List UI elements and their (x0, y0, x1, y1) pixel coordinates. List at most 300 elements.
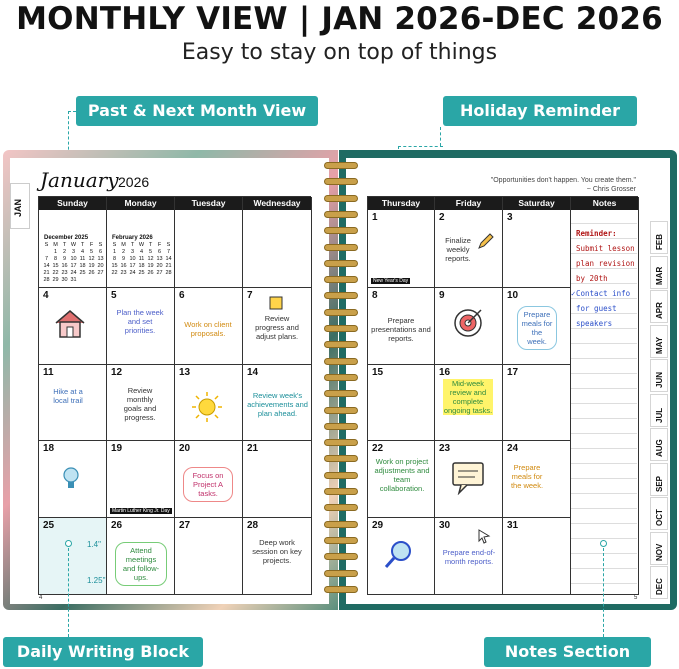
mini-calendar-week (110, 270, 173, 277)
day-cell-27[interactable] (175, 518, 243, 595)
spiral-coil-ring (324, 227, 358, 234)
notes-ruled-line (571, 508, 637, 509)
day-cell-3[interactable] (503, 210, 571, 288)
day-cell-25[interactable] (39, 518, 107, 595)
day-note: Finalize weekly reports. (445, 236, 471, 263)
reminder-line: Reminder: (576, 229, 617, 238)
mini-calendar-day: 14 (43, 263, 50, 269)
cursor-icon (477, 528, 491, 544)
mini-calendar-day (78, 277, 87, 284)
mini-calendar-day: 20 (97, 263, 104, 269)
day-cell-20[interactable] (175, 441, 243, 518)
day-note: Prepare end-of-month reports. (442, 548, 496, 566)
day-note: Attend meetings and follow-ups. (115, 542, 167, 586)
callout-past-next-month: Past & Next Month View (76, 96, 318, 126)
spiral-coil-ring (324, 521, 358, 528)
mini-calendar-day (87, 277, 96, 284)
spiral-coil-ring (324, 586, 358, 593)
spiral-coil-ring (324, 309, 358, 316)
day-number: 27 (179, 520, 191, 531)
mini-calendar-day: 8 (53, 256, 58, 262)
notes-ruled-line (571, 388, 637, 389)
spiral-coil-ring (324, 325, 358, 332)
notes-ruled-line (571, 433, 637, 434)
mini-calendar-day: 11 (138, 256, 145, 262)
mini-calendar-day: 18 (138, 263, 145, 269)
empty-cell (175, 210, 243, 288)
spiral-coil-ring (324, 292, 358, 299)
day-cell-24[interactable] (503, 441, 571, 518)
day-cell-17[interactable] (503, 365, 571, 441)
month-tab-label: JAN (13, 198, 23, 217)
mini-calendar-week (110, 249, 173, 256)
month-tab-label: DEC (655, 578, 664, 595)
month-tab-label: MAY (655, 336, 664, 354)
day-cell-31[interactable] (503, 518, 571, 595)
day-note: Review progress and adjust plans. (255, 314, 299, 341)
header-tuesday: Tuesday (175, 197, 243, 210)
day-number: 8 (372, 290, 378, 301)
subline: Easy to stay on top of things (181, 40, 498, 65)
holiday-label-mlk: Martin Luther King Jr. Day (112, 508, 170, 514)
month-tab-label: MAR (655, 266, 664, 285)
day-cell-26[interactable] (107, 518, 175, 595)
holiday-label-new-year: New Year's Day (373, 278, 409, 284)
day-cell-2[interactable] (435, 210, 503, 288)
mini-calendar-weekday: T (80, 242, 85, 248)
month-tab-may[interactable] (650, 325, 668, 358)
calendar-grid-left (38, 196, 311, 595)
mini-calendar-day: 3 (71, 249, 76, 255)
mini-calendar-day: 5 (148, 249, 153, 255)
mini-calendar-day: 21 (165, 263, 172, 269)
mini-calendar-week (42, 263, 105, 270)
header-monday: Monday (107, 197, 175, 210)
callout-holiday-reminder: Holiday Reminder (443, 96, 637, 126)
day-note: Hike at a local trail (53, 387, 83, 405)
mini-calendar-weekday: T (62, 242, 67, 248)
day-number: 24 (507, 443, 519, 454)
mini-calendar-weekday: S (44, 242, 49, 248)
quote-text: "Opportunities don't happen. You create them." (490, 177, 636, 184)
reminder-line: Contact info (576, 289, 631, 298)
spiral-coil-ring (324, 455, 358, 462)
header-notes: Notes (571, 197, 639, 210)
mini-calendar-day (96, 277, 105, 284)
mini-calendar-day: 14 (165, 256, 172, 262)
reminder-line: for guest (576, 304, 617, 313)
spiral-coil-ring (324, 244, 358, 251)
month-tab-label: JUN (655, 371, 664, 388)
mini-calendar-day: 24 (70, 270, 77, 276)
mini-calendar-weekday: W (138, 242, 145, 248)
mini-calendar-day: 9 (62, 256, 67, 262)
day-cell-21[interactable] (243, 441, 312, 518)
day-note: Plan the week and set priorities. (116, 308, 164, 335)
notes-ruled-line (571, 313, 637, 314)
day-note: Work on client proposals. (184, 320, 232, 338)
mini-calendar-day: 19 (88, 263, 95, 269)
mini-calendar-day: 29 (52, 277, 59, 283)
mini-calendar-day: 5 (89, 249, 94, 255)
notes-ruled-line (571, 418, 637, 419)
mini-calendar-title: February 2026 (112, 235, 153, 241)
mini-calendar-day: 25 (79, 270, 86, 276)
day-note: Prepare presentations and reports. (371, 316, 431, 343)
mini-calendar-day: 10 (129, 256, 136, 262)
day-cell-8[interactable] (368, 288, 435, 365)
month-tab-label: OCT (655, 509, 664, 526)
mini-calendar-feb (110, 235, 173, 277)
day-cell-13[interactable] (175, 365, 243, 441)
mini-calendar-day: 25 (138, 270, 145, 276)
day-number: 20 (179, 443, 191, 454)
reminder-line: by 20th (576, 274, 608, 283)
day-number: 31 (507, 520, 519, 531)
day-cell-7[interactable] (243, 288, 312, 365)
notes-ruled-line (571, 553, 637, 554)
day-number: 25 (43, 520, 55, 531)
mini-calendar-day (42, 249, 51, 256)
mini-calendar-cell-prev (39, 210, 107, 288)
day-number: 6 (179, 290, 185, 301)
month-tab-apr[interactable] (650, 290, 668, 323)
empty-cell (243, 210, 312, 288)
day-cell-4[interactable] (39, 288, 107, 365)
mini-calendar-day: 2 (62, 249, 67, 255)
day-cell-15[interactable] (368, 365, 435, 441)
day-cell-11[interactable] (39, 365, 107, 441)
month-tab-nov[interactable] (650, 532, 668, 565)
callout-anchor (65, 540, 72, 547)
spiral-coil-ring (324, 195, 358, 202)
mini-calendar-day: 17 (70, 263, 77, 269)
notes-ruled-line (571, 283, 637, 284)
mini-calendar-day: 10 (70, 256, 77, 262)
month-tab-label: APR (655, 302, 664, 319)
house-icon (53, 308, 87, 340)
day-cell-9[interactable] (435, 288, 503, 365)
target-icon (451, 306, 485, 340)
mini-calendar-day: 11 (79, 256, 86, 262)
mini-calendar-week (42, 277, 105, 284)
mini-calendar-weekday: S (166, 242, 171, 248)
notes-ruled-line (571, 223, 637, 224)
mini-calendar-week (42, 270, 105, 277)
notes-ruled-line (571, 568, 637, 569)
notes-ruled-line (571, 268, 637, 269)
mini-calendar-weekday: W (70, 242, 77, 248)
month-tab-label: AUG (655, 439, 664, 457)
notes-ruled-line (571, 358, 637, 359)
day-number: 2 (439, 212, 445, 223)
header-wednesday: Wednesday (243, 197, 312, 210)
day-number: 18 (43, 443, 55, 454)
day-cell-1[interactable] (368, 210, 435, 288)
spiral-coil-ring (324, 211, 358, 218)
day-number: 4 (43, 290, 49, 301)
day-cell-6[interactable] (175, 288, 243, 365)
notes-ruled-line (571, 463, 637, 464)
mini-calendar-day: 6 (157, 249, 162, 255)
mini-calendar-day: 4 (139, 249, 144, 255)
notes-ruled-line (571, 253, 637, 254)
day-note: Deep work session on key projects. (252, 538, 302, 565)
notes-ruled-line (571, 343, 637, 344)
callout-leader (603, 548, 604, 637)
month-title: January (40, 168, 119, 192)
day-note: Focus on Project A tasks. (183, 467, 233, 502)
magnifier-icon (382, 538, 416, 572)
mini-calendar-weekday: T (130, 242, 135, 248)
header-friday: Friday (435, 197, 503, 210)
mini-calendar-day: 1 (53, 249, 58, 255)
month-tab-label: SEP (655, 475, 664, 492)
callout-leader (440, 127, 441, 146)
mini-calendar-day: 6 (98, 249, 103, 255)
page-number-left: 4 (39, 595, 43, 601)
reminder-line: speakers (576, 319, 613, 328)
mini-calendar-day: 21 (43, 270, 50, 276)
day-number: 7 (247, 290, 253, 301)
callout-daily-writing-block: Daily Writing Block (3, 637, 203, 667)
mini-calendar-day: 26 (147, 270, 154, 276)
header-thursday: Thursday (368, 197, 435, 210)
notes-ruled-line (571, 238, 637, 239)
month-tab-jul[interactable] (650, 394, 668, 427)
day-number: 29 (372, 520, 384, 531)
mini-calendar-day: 15 (111, 263, 118, 269)
mini-calendar-head (110, 242, 173, 249)
month-tab-aug[interactable] (650, 428, 668, 461)
reminder-line: plan revision (576, 259, 635, 268)
mini-calendar-day: 7 (44, 256, 49, 262)
spiral-coil-ring (324, 504, 358, 511)
day-cell-29[interactable] (368, 518, 435, 595)
mini-calendar-cell-next (107, 210, 175, 288)
spiral-coil-ring (324, 423, 358, 430)
day-cell-19[interactable] (107, 441, 175, 518)
quote-author: ~ Chris Grosser (586, 186, 636, 193)
day-cell-18[interactable] (39, 441, 107, 518)
mini-calendar-day: 18 (79, 263, 86, 269)
mini-calendar-rows (110, 249, 173, 277)
callout-anchor (600, 540, 607, 547)
page-number-right: 5 (634, 595, 638, 601)
mini-calendar-day: 26 (88, 270, 95, 276)
notes-ruled-line (571, 298, 637, 299)
day-cell-23[interactable] (435, 441, 503, 518)
mini-calendar-day: 19 (147, 263, 154, 269)
quote (360, 176, 636, 194)
callout-notes-section: Notes Section (484, 637, 651, 667)
day-number: 17 (507, 367, 519, 378)
day-number: 15 (372, 367, 384, 378)
spiral-coil-ring (324, 162, 358, 169)
month-year: 2026 (118, 174, 150, 190)
mini-calendar-weekday: F (157, 242, 162, 248)
mini-calendar-weekday: M (121, 242, 126, 248)
mini-calendar-day: 3 (130, 249, 135, 255)
spiral-coil-ring (324, 472, 358, 479)
spiral-coil-ring (324, 570, 358, 577)
mini-calendar-weekday: F (89, 242, 94, 248)
spiral-coil-ring (324, 260, 358, 267)
notes-ruled-line (571, 493, 637, 494)
notes-ruled-line (571, 328, 637, 329)
mini-calendar-week (110, 256, 173, 263)
day-cell-28[interactable] (243, 518, 312, 595)
mini-calendar-day: 17 (129, 263, 136, 269)
spiral-coil-ring (324, 374, 358, 381)
notes-ruled-line (571, 448, 637, 449)
callout-leader (398, 146, 443, 147)
mini-calendar-day: 13 (97, 256, 104, 262)
day-cell-5[interactable] (107, 288, 175, 365)
mini-calendar-week (42, 256, 105, 263)
month-tab-label: JUL (655, 407, 664, 423)
spiral-coil-ring (324, 439, 358, 446)
month-tab-jan[interactable] (10, 183, 30, 229)
day-cell-10[interactable] (503, 288, 571, 365)
mini-calendar-day: 23 (61, 270, 68, 276)
mini-calendar-day: 1 (112, 249, 117, 255)
day-note: Mid-week review and complete ongoing tasks. (443, 379, 493, 415)
day-number: 14 (247, 367, 259, 378)
mini-calendar-day: 15 (52, 263, 59, 269)
mini-calendar-weekday: S (98, 242, 103, 248)
day-note: Review week's achievements and plan ahead. (247, 391, 308, 418)
mini-calendar-week (42, 249, 105, 256)
mini-calendar-dec (42, 235, 105, 284)
callout-leader (68, 548, 69, 637)
mini-calendar-weekday: T (148, 242, 153, 248)
mini-calendar-day: 16 (61, 263, 68, 269)
day-number: 12 (111, 367, 123, 378)
mini-calendar-day: 13 (156, 256, 163, 262)
sun-icon (191, 391, 223, 423)
day-cell-30[interactable] (435, 518, 503, 595)
day-number: 30 (439, 520, 451, 531)
mini-calendar-head (42, 242, 105, 249)
header-saturday: Saturday (503, 197, 571, 210)
pencil-icon (477, 232, 495, 250)
day-number: 21 (247, 443, 259, 454)
month-tab-dec[interactable] (650, 566, 668, 599)
spiral-coil-ring (324, 276, 358, 283)
mini-calendar-day: 30 (61, 277, 68, 283)
spiral-coil-ring (324, 358, 358, 365)
reminder-line: Submit lesson (576, 244, 635, 253)
notes-content (571, 209, 637, 593)
day-number: 9 (439, 290, 445, 301)
header-sunday: Sunday (39, 197, 107, 210)
day-number: 1 (372, 212, 378, 223)
mini-calendar-day: 23 (120, 270, 127, 276)
day-number: 16 (439, 367, 451, 378)
spiral-coil-ring (324, 537, 358, 544)
day-number: 28 (247, 520, 259, 531)
day-number: 10 (507, 290, 519, 301)
headline: MONTHLY VIEW | JAN 2026-DEC 2026 (16, 1, 663, 37)
notes-ruled-line (571, 523, 637, 524)
spiral-coil-ring (324, 390, 358, 397)
day-cell-22[interactable] (368, 441, 435, 518)
callout-leader (68, 111, 76, 112)
mini-calendar-rows (42, 249, 105, 284)
dimension-width: 1.4" (87, 540, 101, 549)
day-number: 3 (507, 212, 513, 223)
mini-calendar-day: 31 (70, 277, 77, 283)
day-note: Prepare meals for the week. (517, 306, 557, 350)
mini-calendar-day: 2 (121, 249, 126, 255)
day-number: 26 (111, 520, 123, 531)
month-tab-label: FEB (655, 234, 664, 250)
day-number: 19 (111, 443, 123, 454)
month-tab-mar[interactable] (650, 256, 668, 289)
mini-calendar-day: 9 (121, 256, 126, 262)
mini-calendar-weekday: S (112, 242, 117, 248)
reminder-check: ✓ (571, 289, 576, 298)
day-note: Prepare meals for the week. (510, 463, 544, 490)
mini-calendar-day: 12 (88, 256, 95, 262)
spiral-coil-ring (324, 178, 358, 185)
dimension-height: 1.25" (87, 576, 106, 585)
mini-calendar-week (110, 263, 173, 270)
notes-ruled-line (571, 583, 637, 584)
spiral-coil-ring (324, 407, 358, 414)
mini-calendar-day: 8 (112, 256, 117, 262)
mini-calendar-weekday: M (53, 242, 58, 248)
mini-calendar-title: December 2025 (44, 235, 89, 241)
day-number: 22 (372, 443, 384, 454)
mini-calendar-day: 4 (80, 249, 85, 255)
spiral-coil-ring (324, 553, 358, 560)
mini-calendar-day: 28 (165, 270, 172, 276)
notes-ruled-line (571, 373, 637, 374)
mini-calendar-day: 27 (97, 270, 104, 276)
day-note: Review monthly goals and progress. (123, 386, 157, 422)
speech-bubble-icon (451, 461, 487, 495)
month-tab-sep[interactable] (650, 463, 668, 496)
notes-ruled-line (571, 538, 637, 539)
mini-calendar-day: 28 (43, 277, 50, 283)
mini-calendar-day: 12 (147, 256, 154, 262)
mini-calendar-day: 20 (156, 263, 163, 269)
mini-calendar-day: 27 (156, 270, 163, 276)
day-number: 5 (111, 290, 117, 301)
mini-calendar-day: 22 (52, 270, 59, 276)
month-tab-oct[interactable] (650, 497, 668, 530)
day-note: Work on project adjustments and team collaboration. (374, 457, 430, 493)
day-number: 13 (179, 367, 191, 378)
notes-ruled-line (571, 478, 637, 479)
month-tab-feb[interactable] (650, 221, 668, 254)
month-tab-jun[interactable] (650, 359, 668, 392)
day-cell-14[interactable] (243, 365, 312, 441)
lightbulb-icon (59, 463, 83, 497)
day-cell-12[interactable] (107, 365, 175, 441)
mini-calendar-day: 16 (120, 263, 127, 269)
day-cell-16[interactable] (435, 365, 503, 441)
spiral-coil-ring (324, 488, 358, 495)
sticky-note-icon (269, 296, 283, 310)
mini-calendar-day: 22 (111, 270, 118, 276)
notes-ruled-line (571, 403, 637, 404)
spiral-coil-ring (324, 341, 358, 348)
month-tab-label: NOV (655, 543, 664, 561)
day-number: 11 (43, 367, 54, 378)
